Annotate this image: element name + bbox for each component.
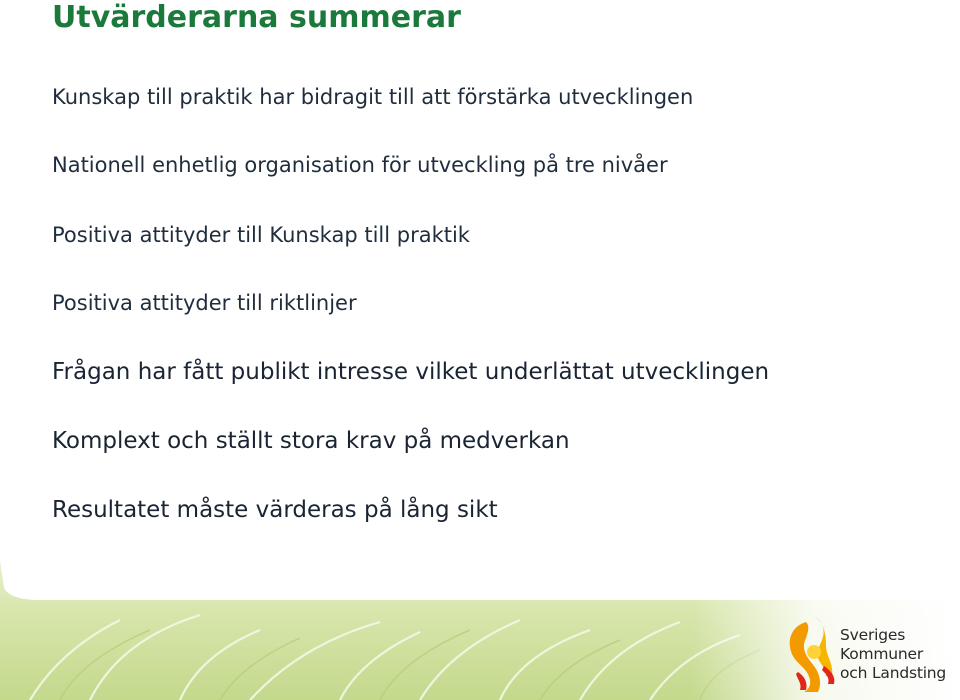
- bullet-item: Nationell enhetlig organisation för utveckling på tre nivåer: [52, 153, 668, 177]
- page-title: Utvärderarna summerar: [52, 0, 461, 35]
- bullet-item: Frågan har fått publikt intresse vilket underlättat utvecklingen: [52, 359, 770, 385]
- bullet-item: Komplext och ställt stora krav på medverkan: [52, 428, 570, 454]
- bullet-item: Positiva attityder till riktlinjer: [52, 291, 357, 315]
- skl-logo-wordmark: [840, 626, 946, 683]
- bullet-item: Kunskap till praktik har bidragit till att förstärka utvecklingen: [52, 85, 694, 109]
- logo-line: Kommuner: [840, 645, 924, 663]
- bullet-item: Resultatet måste värderas på lång sikt: [52, 497, 498, 523]
- bullet-item: Positiva attityder till Kunskap till praktik: [52, 223, 470, 247]
- logo-line: Sveriges: [840, 626, 906, 644]
- logo-line: och Landsting: [840, 664, 947, 682]
